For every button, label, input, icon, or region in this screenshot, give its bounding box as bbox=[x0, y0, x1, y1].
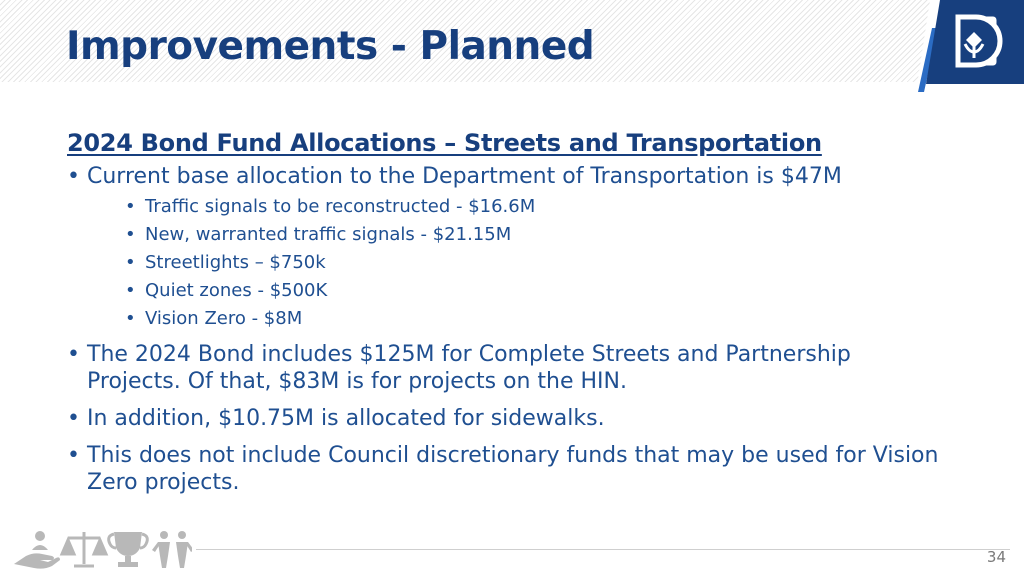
scales-of-justice-icon bbox=[62, 532, 106, 566]
sub-bullet-quiet-zones: • Quiet zones - $500K bbox=[107, 277, 947, 305]
people-icon bbox=[152, 531, 192, 568]
bullet-complete-streets: • The 2024 Bond includes $125M for Complete Streets and Partnership Projects. Of that, $83M is for projects on the HIN. bbox=[67, 341, 947, 395]
page-number: 34 bbox=[986, 548, 1006, 566]
header-divider bbox=[0, 82, 1024, 92]
sub-bullet-traffic-signals-reconstructed: • Traffic signals to be reconstructed - $16.6M bbox=[107, 193, 947, 221]
slide-title: Improvements - Planned bbox=[66, 24, 595, 69]
bullet-base-allocation bbox=[67, 163, 947, 333]
sub-bullet-streetlights: • Streetlights – $750k bbox=[107, 249, 947, 277]
footer-divider bbox=[196, 549, 1010, 550]
section-heading: 2024 Bond Fund Allocations – Streets and Transportation bbox=[67, 129, 822, 157]
city-logo bbox=[916, 0, 1024, 92]
sub-bullet-new-traffic-signals: • New, warranted traffic signals - $21.15M bbox=[107, 221, 947, 249]
helping-hand-icon bbox=[14, 531, 60, 569]
trophy-icon bbox=[109, 532, 148, 567]
sub-bullet-vision-zero: • Vision Zero - $8M bbox=[107, 305, 947, 333]
bullet-sidewalks: • In addition, $10.75M is allocated for sidewalks. bbox=[67, 405, 947, 432]
slide-content bbox=[67, 129, 947, 506]
footer-icon-row bbox=[12, 526, 192, 570]
bullet-list bbox=[67, 163, 947, 496]
bullet-text: Current base allocation to the Department of Transportation is $47M bbox=[87, 164, 842, 189]
bullet-council-funds: • This does not include Council discretionary funds that may be used for Vision Zero projects. bbox=[67, 442, 947, 496]
sub-bullet-list bbox=[87, 193, 947, 333]
city-logo-icon bbox=[916, 0, 1024, 92]
